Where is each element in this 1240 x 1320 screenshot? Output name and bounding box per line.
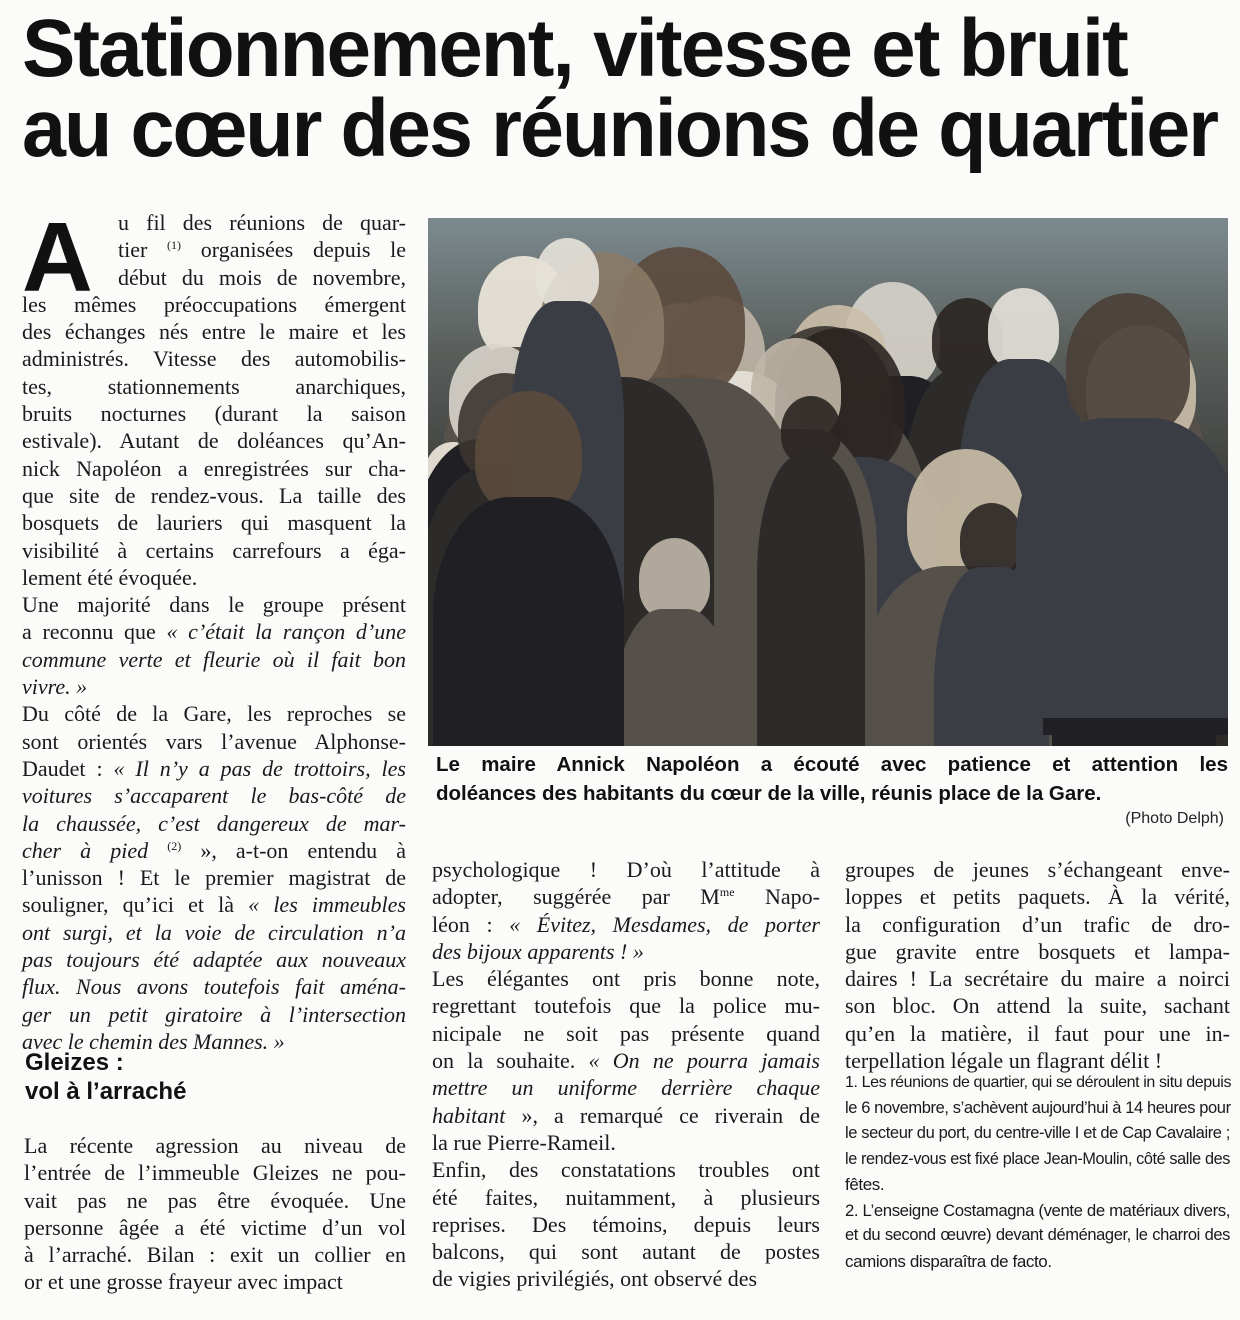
text-segment: ger un petit giratoire à l’intersection — [22, 1001, 406, 1027]
text-line — [845, 1147, 1230, 1173]
text-segment: et du second œuvre) devant déménager, le charroi des — [845, 1226, 1230, 1244]
text-segment: « Évitez, Mesdames, de porter — [509, 911, 820, 937]
text-segment: « On ne pourra jamais — [588, 1048, 820, 1074]
footnote-ref: me — [719, 885, 735, 900]
text-segment: fêtes. — [845, 1175, 885, 1194]
photo-person-shape — [536, 238, 598, 310]
text-segment: psychologique ! D’où l’attitude à — [432, 857, 820, 882]
text-segment: de vigies privilégiés, ont observé des — [432, 1266, 758, 1292]
text-segment: u fil des réunions de quar- — [118, 210, 406, 235]
text-segment: habitant — [432, 1102, 506, 1128]
text-line — [22, 728, 406, 755]
text-segment: terpellation légale un flagrant délit ! — [845, 1048, 1163, 1074]
drop-cap: A — [22, 202, 93, 312]
text-line — [22, 700, 406, 727]
text-line — [22, 1001, 406, 1028]
text-segment: a reconnu que — [22, 619, 167, 645]
text-line — [22, 864, 406, 891]
text-line — [22, 373, 406, 400]
headline-line-1: Stationnement, vitesse et bruit — [22, 3, 1127, 94]
text-segment: Du côté de la Gare, les reproches se — [22, 701, 406, 727]
text-line — [845, 938, 1230, 965]
text-line — [22, 837, 406, 864]
photo-person-shape — [781, 396, 841, 465]
text-segment: loppes et petits paquets. À la vérité, — [845, 884, 1230, 910]
text-segment: l’unisson ! Et le premier magistrat de — [22, 865, 406, 891]
text-line — [22, 755, 406, 782]
text-segment: « c’était la rançon d’une — [166, 619, 406, 645]
text-segment: 2. L’enseigne Costamagna (vente de matériaux divers, — [845, 1200, 1230, 1220]
text-segment: bosquets de lauriers qui masquent la — [22, 510, 406, 536]
headline-line-2: au cœur des réunions de quartier — [22, 83, 1218, 174]
text-line — [432, 1129, 820, 1156]
text-line — [22, 646, 406, 673]
text-segment: les mêmes préoccupations émergent — [22, 291, 406, 317]
text-segment: Daudet : — [22, 755, 114, 781]
text-segment: le rendez-vous est fixé place Jean-Moulin, côté salle des — [845, 1149, 1230, 1168]
text-segment: Une majorité dans le groupe présent — [22, 592, 406, 618]
text-line — [22, 291, 406, 318]
text-line — [22, 973, 406, 1000]
article-column-2 — [432, 856, 820, 1293]
text-segment: le 6 novembre, s’achèvent aujourd’hui à 14 heures pour — [845, 1098, 1231, 1117]
text-line — [22, 400, 406, 427]
text-line — [24, 1187, 406, 1214]
text-line — [22, 209, 406, 236]
text-line — [22, 673, 406, 700]
article-column-3 — [845, 856, 1230, 1074]
photo-person-shape — [988, 288, 1059, 370]
text-line — [22, 782, 406, 809]
text-line — [432, 1211, 820, 1238]
text-segment: », a-t-on entendu à — [181, 837, 407, 863]
text-segment: nicipale ne soit pas présente quand — [432, 1020, 820, 1046]
text-segment: des échanges nés entre le maire et les — [22, 319, 406, 345]
text-line — [22, 236, 406, 263]
article-column-1-continued — [24, 1132, 406, 1296]
text-line — [845, 1096, 1230, 1122]
text-segment: personne âgée a été victime d’un vol — [24, 1214, 406, 1240]
text-segment: bruits nocturnes (durant la saison — [22, 401, 406, 427]
text-segment: des bijoux apparents ! » — [432, 938, 644, 964]
text-segment: mettre un uniforme derrière chaque — [432, 1075, 820, 1101]
photo-person-shape — [1066, 293, 1191, 436]
text-segment: ont surgi, et la voie de circulation n’a — [22, 919, 406, 945]
article-column-1 — [22, 202, 407, 1055]
text-line — [432, 1020, 820, 1047]
text-segment: son bloc. On attend la suite, sachant — [845, 993, 1230, 1019]
text-segment: sont orientés vars l’avenue Alphonse- — [22, 728, 406, 754]
text-line — [22, 318, 406, 345]
text-line — [845, 1121, 1230, 1147]
photo-body-shape — [433, 497, 624, 746]
text-line — [432, 938, 820, 965]
text-line — [845, 1198, 1230, 1224]
text-segment: Les élégantes ont pris bonne note, — [432, 966, 820, 992]
text-line — [845, 1172, 1230, 1198]
text-line — [432, 1156, 820, 1183]
text-segment: début du mois de novembre, — [118, 264, 406, 290]
photo-caption — [436, 750, 1228, 808]
text-segment: adopter, suggérée par M — [432, 884, 720, 910]
text-segment: voitures s’accaparent le bas-côté de — [22, 783, 406, 809]
photo-body-shape — [757, 455, 865, 746]
text-segment: regrettant toutefois que la police mu- — [432, 993, 820, 1019]
text-line — [22, 946, 406, 973]
text-line — [845, 1223, 1230, 1249]
text-segment: la rue Pierre-Rameil. — [432, 1129, 616, 1155]
text-segment: groupes de jeunes s’échangeant enve- — [845, 857, 1230, 882]
text-segment: nick Napoléon a enregistrées sur cha- — [22, 455, 406, 481]
text-segment: daires ! La secrétaire du maire a noirci — [845, 966, 1230, 992]
text-segment: tes, stationnements anarchiques, — [22, 373, 406, 399]
subheading-line-1: Gleizes : — [25, 1049, 124, 1076]
footnote-ref: (1) — [167, 238, 182, 253]
text-segment: souligner, qu’ici et là — [22, 892, 249, 918]
text-segment: « Il n’y a pas de trottoirs, les — [113, 755, 406, 781]
text-segment: administrés. Vitesse des automobilis- — [22, 346, 406, 372]
text-segment: », a remarqué ce riverain de — [505, 1102, 820, 1128]
text-segment: que site de rendez-vous. La taille des — [22, 482, 406, 508]
footnote-ref: (2) — [167, 838, 182, 853]
text-segment: camions disparaîtra de facto. — [845, 1251, 1052, 1271]
text-line — [845, 1070, 1230, 1096]
caption-line-1: Le maire Annick Napoléon a écouté avec patience et attention les — [436, 753, 1228, 776]
text-segment: or et une grosse frayeur avec impact — [24, 1269, 343, 1295]
text-line — [24, 1159, 406, 1186]
text-line — [432, 883, 820, 910]
text-line — [432, 1184, 820, 1211]
text-segment: visibilité à certains carrefours a éga- — [22, 537, 406, 563]
caption-line-2: doléances des habitants du cœur de la ville, réunis place de la Gare. — [436, 782, 1102, 805]
text-segment: gue gravite entre bosquets et lampa- — [845, 938, 1230, 964]
text-line — [432, 992, 820, 1019]
text-line — [22, 891, 406, 918]
text-segment: lement été évoquée. — [22, 564, 198, 590]
text-line — [845, 1249, 1230, 1275]
text-segment: cher à pied — [22, 837, 168, 863]
text-segment: à l’arraché. Bilan : exit un collier en — [24, 1242, 406, 1268]
subheading — [25, 1048, 186, 1106]
text-line — [22, 509, 406, 536]
text-line — [22, 618, 406, 645]
text-segment: qu’en la matière, il faut pour une in- — [845, 1020, 1230, 1046]
text-segment: l’entrée de l’immeuble Gleizes ne pou- — [24, 1160, 406, 1186]
text-line — [22, 537, 406, 564]
text-line — [22, 591, 406, 618]
text-line — [24, 1268, 406, 1295]
text-segment: vivre. » — [22, 674, 88, 700]
footnotes — [845, 1070, 1230, 1274]
text-segment: avec le chemin des Mannes. » — [22, 1028, 285, 1054]
text-segment: on la souhaite. — [432, 1048, 589, 1074]
text-segment: commune verte et fleurie où il fait bon — [22, 646, 406, 672]
text-segment: Enfin, des constatations troubles ont — [432, 1157, 820, 1183]
text-segment: tier — [118, 237, 168, 263]
text-line — [22, 427, 406, 454]
text-line — [22, 810, 406, 837]
text-line — [845, 1020, 1230, 1047]
text-segment: vait pas ne pas être évoquée. Une — [24, 1187, 406, 1213]
text-line — [845, 965, 1230, 992]
photo-person-shape — [639, 538, 710, 619]
text-line — [22, 919, 406, 946]
text-line — [432, 911, 820, 938]
text-line — [24, 1241, 406, 1268]
article-photo — [428, 218, 1228, 746]
text-line — [22, 264, 406, 291]
text-line — [22, 455, 406, 482]
text-line — [432, 1265, 820, 1292]
text-line — [845, 911, 1230, 938]
photo-credit: (Photo Delph) — [1125, 810, 1224, 827]
text-segment: léon : — [432, 911, 510, 937]
text-line — [432, 1074, 820, 1101]
text-segment: la chaussée, c’est dangereux de mar- — [22, 810, 406, 836]
text-segment: La récente agression au niveau de — [24, 1133, 406, 1158]
text-line — [432, 856, 820, 883]
text-segment: 1. Les réunions de quartier, qui se déroulent in situ depuis — [845, 1074, 1232, 1091]
text-segment: « les immeubles — [248, 892, 406, 918]
text-segment: balcons, qui sont autant de postes — [432, 1239, 820, 1265]
text-line — [22, 345, 406, 372]
text-line — [432, 965, 820, 992]
text-line — [24, 1214, 406, 1241]
text-line — [24, 1132, 406, 1159]
text-segment: pas toujours été adaptée aux nouveaux — [22, 947, 406, 973]
photo-person-shape — [475, 391, 581, 513]
text-line — [432, 1047, 820, 1074]
photo-person-shape — [960, 503, 1024, 576]
text-line — [22, 564, 406, 591]
text-segment: estivale). Autant de doléances qu’An- — [22, 428, 406, 454]
text-segment: organisées depuis le — [181, 237, 406, 263]
text-line — [432, 1238, 820, 1265]
text-line — [845, 883, 1230, 910]
text-segment: reprises. Des témoins, depuis leurs — [432, 1211, 820, 1237]
photo-body-shape — [1016, 418, 1228, 718]
text-line — [432, 1102, 820, 1129]
text-segment: la configuration d’un trafic de dro- — [845, 911, 1230, 937]
text-segment: Napo- — [734, 884, 821, 910]
text-segment: flux. Nous avons toutefois fait aména- — [22, 974, 406, 1000]
text-segment: été faites, nuitamment, à plusieurs — [432, 1184, 820, 1210]
text-line — [845, 992, 1230, 1019]
text-line — [22, 482, 406, 509]
text-line — [845, 856, 1230, 883]
subheading-line-2: vol à l’arraché — [25, 1078, 187, 1105]
text-segment: le secteur du port, du centre-ville I et de Cap Cavalaire ; — [845, 1124, 1230, 1142]
